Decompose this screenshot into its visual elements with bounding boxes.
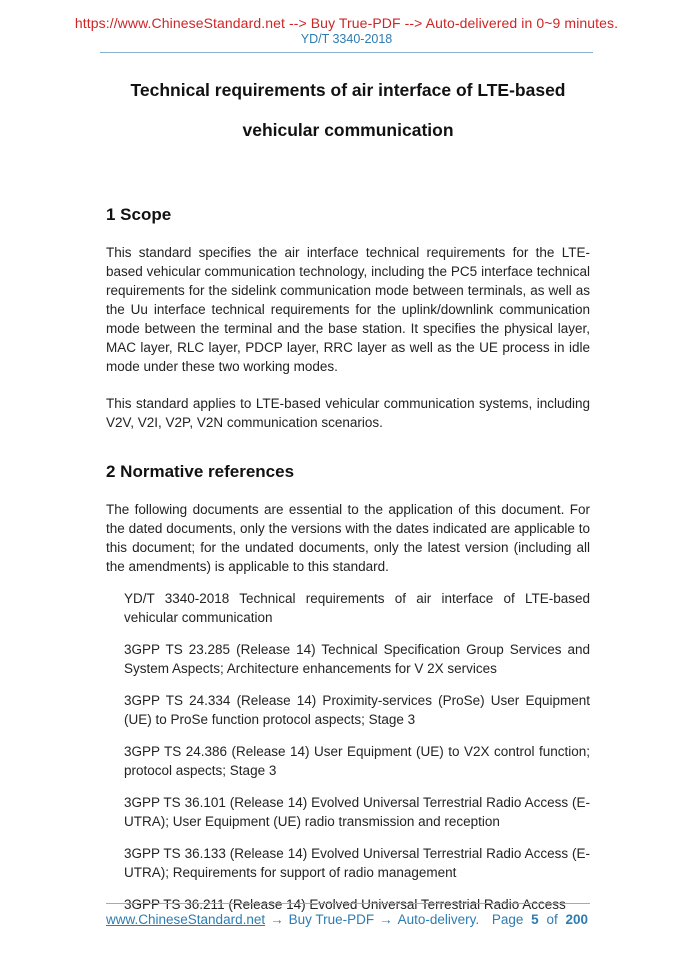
page-footer (106, 903, 590, 927)
scope-paragraph-2: This standard applies to LTE-based vehicular communication systems, including V2V, V2I, V2P, V2N communication scenarios. (106, 396, 590, 430)
reference-item: 3GPP TS 36.133 (Release 14) Evolved Universal Terrestrial Radio Access (E-UTRA); Requirements for support of radio management (124, 846, 590, 880)
reference-list (106, 589, 590, 914)
page-indicator (490, 912, 590, 927)
footer-site-link[interactable]: www.ChineseStandard.net (106, 912, 266, 927)
reference-item: 3GPP TS 24.386 (Release 14) User Equipment (UE) to V2X control function; protocol aspects; Stage 3 (124, 744, 590, 778)
promo-banner: https://www.ChineseStandard.net --> Buy True-PDF --> Auto-delivered in 0~9 minutes. (74, 15, 619, 31)
reference-item: 3GPP TS 23.285 (Release 14) Technical Specification Group Services and System Aspects; Architecture enhancements for V 2X services (124, 642, 590, 676)
references-intro: The following documents are essential to the application of this document. For the dated documents, only the versions with the dates indicated are applicable to this document; for the undated documents, only the latest version (including all the amendments) is applicable to this standard. (106, 502, 590, 574)
reference-item: YD/T 3340-2018 Technical requirements of air interface of LTE-based vehicular communication (124, 591, 590, 625)
header-divider (100, 52, 593, 53)
document-title-line1: Technical requirements of air interface of LTE-based (130, 80, 566, 100)
doc-number: YD/T 3340-2018 (300, 32, 393, 46)
arrow-right-icon: → (270, 912, 284, 927)
document-title-line2: vehicular communication (242, 120, 454, 140)
footer-delivery-text: Auto-delivery. (397, 912, 480, 927)
page-total: 200 (565, 912, 588, 927)
scope-heading: 1 Scope (106, 205, 172, 224)
reference-item: 3GPP TS 36.211 (Release 14) Evolved Universal Terrestrial Radio Access (124, 897, 566, 912)
reference-item: 3GPP TS 24.334 (Release 14) Proximity-services (ProSe) User Equipment (UE) to ProSe function protocol aspects; Stage 3 (124, 693, 590, 727)
page-label: Page (491, 912, 524, 927)
footer-buy-text: Buy True-PDF (288, 912, 375, 927)
reference-item: 3GPP TS 36.101 (Release 14) Evolved Universal Terrestrial Radio Access (E-UTRA); User Equipment (UE) radio transmission and reception (124, 795, 590, 829)
page-content (106, 80, 590, 914)
scope-paragraph-1: This standard specifies the air interface technical requirements for the LTE-based vehicular communication technology, including the PC5 interface technical requirements for the sidelink communication mode between terminals, as well as the Uu interface technical requirements for the uplink/downlink communication mode between the terminal and the base station. It specifies the physical layer, MAC layer, RLC layer, PDCP layer, RRC layer as well as the UE process in idle mode under these two working modes. (106, 245, 590, 374)
page-current: 5 (531, 912, 539, 927)
footer-divider (106, 903, 590, 904)
of-label: of (546, 912, 558, 927)
footer-links (106, 912, 479, 927)
normative-references-heading: 2 Normative references (106, 462, 295, 481)
arrow-right-icon: → (379, 912, 393, 927)
